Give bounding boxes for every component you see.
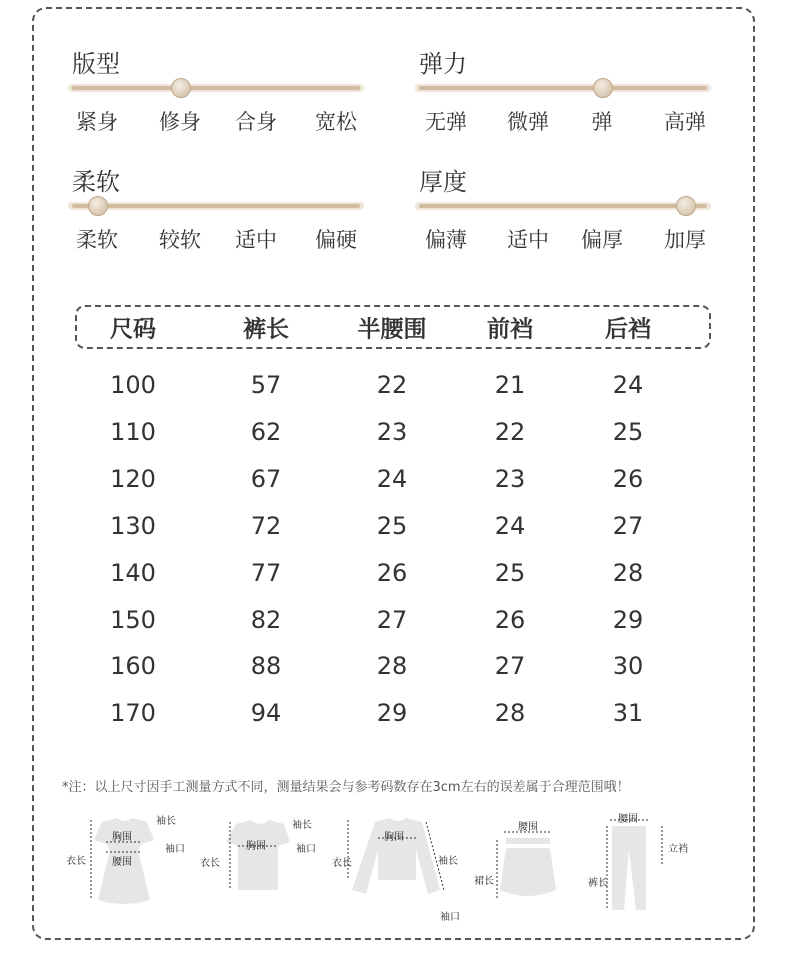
elasticity-slider-knob <box>593 78 613 98</box>
softness-option: 较软 <box>159 228 201 252</box>
table-cell: 25 <box>612 417 644 446</box>
dress-sleeve-label: 袖长 <box>156 816 176 827</box>
dress-diagram <box>62 810 192 920</box>
softness-slider-knob <box>88 196 108 216</box>
table-cell: 30 <box>612 652 644 681</box>
column-header: 半腰围 <box>357 316 427 343</box>
table-cell: 140 <box>110 558 156 587</box>
table-cell: 26 <box>494 605 526 634</box>
table-cell: 27 <box>612 511 644 540</box>
table-cell: 26 <box>376 558 408 587</box>
table-cell: 23 <box>376 417 408 446</box>
table-cell: 28 <box>612 558 644 587</box>
dress-waist-label: 腰围 <box>112 857 132 868</box>
dress-length-label: 衣长 <box>66 856 86 867</box>
pants-length-label: 裤长 <box>588 878 608 889</box>
sweater-diagram <box>330 810 470 930</box>
measurement-note: *注：以上尺寸因手工测量方式不同，测量结果会与参考码数存在3cm左右的误差属于合理范围哦！ <box>62 780 630 795</box>
table-cell: 72 <box>250 511 282 540</box>
fit-option: 修身 <box>159 110 201 134</box>
table-cell: 160 <box>110 652 156 681</box>
sweater-sleeve-label: 袖长 <box>438 856 458 867</box>
sweater-length-label: 衣长 <box>332 858 352 869</box>
thickness-option: 偏厚 <box>581 228 623 252</box>
table-cell: 31 <box>612 699 644 728</box>
thickness-attribute <box>415 162 711 262</box>
table-cell: 24 <box>612 371 644 399</box>
sweater-cuff-label: 袖口 <box>440 912 460 923</box>
table-cell: 29 <box>612 605 644 634</box>
tshirt-cuff-label: 袖口 <box>296 844 316 855</box>
table-cell: 25 <box>376 511 408 540</box>
table-cell: 77 <box>250 558 282 587</box>
column-header: 裤长 <box>243 316 289 343</box>
skirt-length-label: 裙长 <box>474 876 494 887</box>
table-cell: 22 <box>376 371 408 399</box>
dress-chest-label: 胸围 <box>112 832 132 843</box>
table-cell: 100 <box>110 371 156 399</box>
table-cell: 24 <box>494 511 526 540</box>
fit-slider-track <box>68 84 364 92</box>
elasticity-option: 微弹 <box>507 110 549 134</box>
elasticity-option: 高弹 <box>664 110 706 134</box>
sweater-chest-label: 胸围 <box>384 832 404 843</box>
table-cell: 22 <box>494 417 526 446</box>
table-cell: 29 <box>376 699 408 728</box>
table-cell: 130 <box>110 511 156 540</box>
thickness-title: 厚度 <box>419 168 467 196</box>
table-cell: 28 <box>494 699 526 728</box>
table-cell: 24 <box>376 464 408 493</box>
table-cell: 27 <box>494 652 526 681</box>
table-cell: 110 <box>110 417 156 446</box>
softness-option: 柔软 <box>76 228 118 252</box>
pants-rise-label: 立裆 <box>668 844 688 855</box>
table-cell: 170 <box>110 699 156 728</box>
fit-option: 紧身 <box>76 110 118 134</box>
fit-title: 版型 <box>72 50 120 78</box>
table-cell: 21 <box>494 371 526 399</box>
softness-option: 偏硬 <box>315 228 357 252</box>
tshirt-diagram <box>196 810 326 920</box>
column-header: 后裆 <box>605 316 651 343</box>
fit-option: 宽松 <box>315 110 357 134</box>
softness-slider-track <box>68 202 364 210</box>
elasticity-attribute <box>415 44 711 144</box>
table-cell: 120 <box>110 464 156 493</box>
pants-icon <box>586 810 716 920</box>
thickness-slider-track <box>415 202 711 210</box>
dress-cuff-label: 袖口 <box>165 844 185 855</box>
pants-diagram <box>586 810 716 920</box>
table-cell: 82 <box>250 605 282 634</box>
elasticity-slider-track <box>415 84 711 92</box>
table-cell: 150 <box>110 605 156 634</box>
table-cell: 57 <box>250 371 282 399</box>
skirt-diagram <box>470 810 600 920</box>
skirt-waist-label: 腰围 <box>518 822 538 833</box>
tshirt-sleeve-label: 袖长 <box>292 820 312 831</box>
table-cell: 62 <box>250 417 282 446</box>
table-cell: 94 <box>250 699 282 728</box>
elasticity-option: 无弹 <box>425 110 467 134</box>
tshirt-length-label: 衣长 <box>200 858 220 869</box>
elasticity-title: 弹力 <box>419 50 467 78</box>
softness-title: 柔软 <box>72 168 120 196</box>
table-cell: 27 <box>376 605 408 634</box>
fit-slider-knob <box>171 78 191 98</box>
table-cell: 28 <box>376 652 408 681</box>
pants-waist-label: 腰围 <box>618 814 638 825</box>
thickness-slider-knob <box>676 196 696 216</box>
tshirt-chest-label: 胸围 <box>246 841 266 852</box>
table-cell: 23 <box>494 464 526 493</box>
thickness-option: 偏薄 <box>425 228 467 252</box>
softness-option: 适中 <box>235 228 277 252</box>
column-header: 前裆 <box>487 316 533 343</box>
table-cell: 26 <box>612 464 644 493</box>
column-header: 尺码 <box>110 316 156 343</box>
fit-option: 合身 <box>235 110 277 134</box>
thickness-option: 加厚 <box>664 228 706 252</box>
thickness-option: 适中 <box>507 228 549 252</box>
softness-attribute <box>68 162 364 262</box>
table-cell: 88 <box>250 652 282 681</box>
fit-attribute <box>68 44 364 144</box>
table-cell: 67 <box>250 464 282 493</box>
table-cell: 25 <box>494 558 526 587</box>
elasticity-option: 弹 <box>591 110 613 134</box>
